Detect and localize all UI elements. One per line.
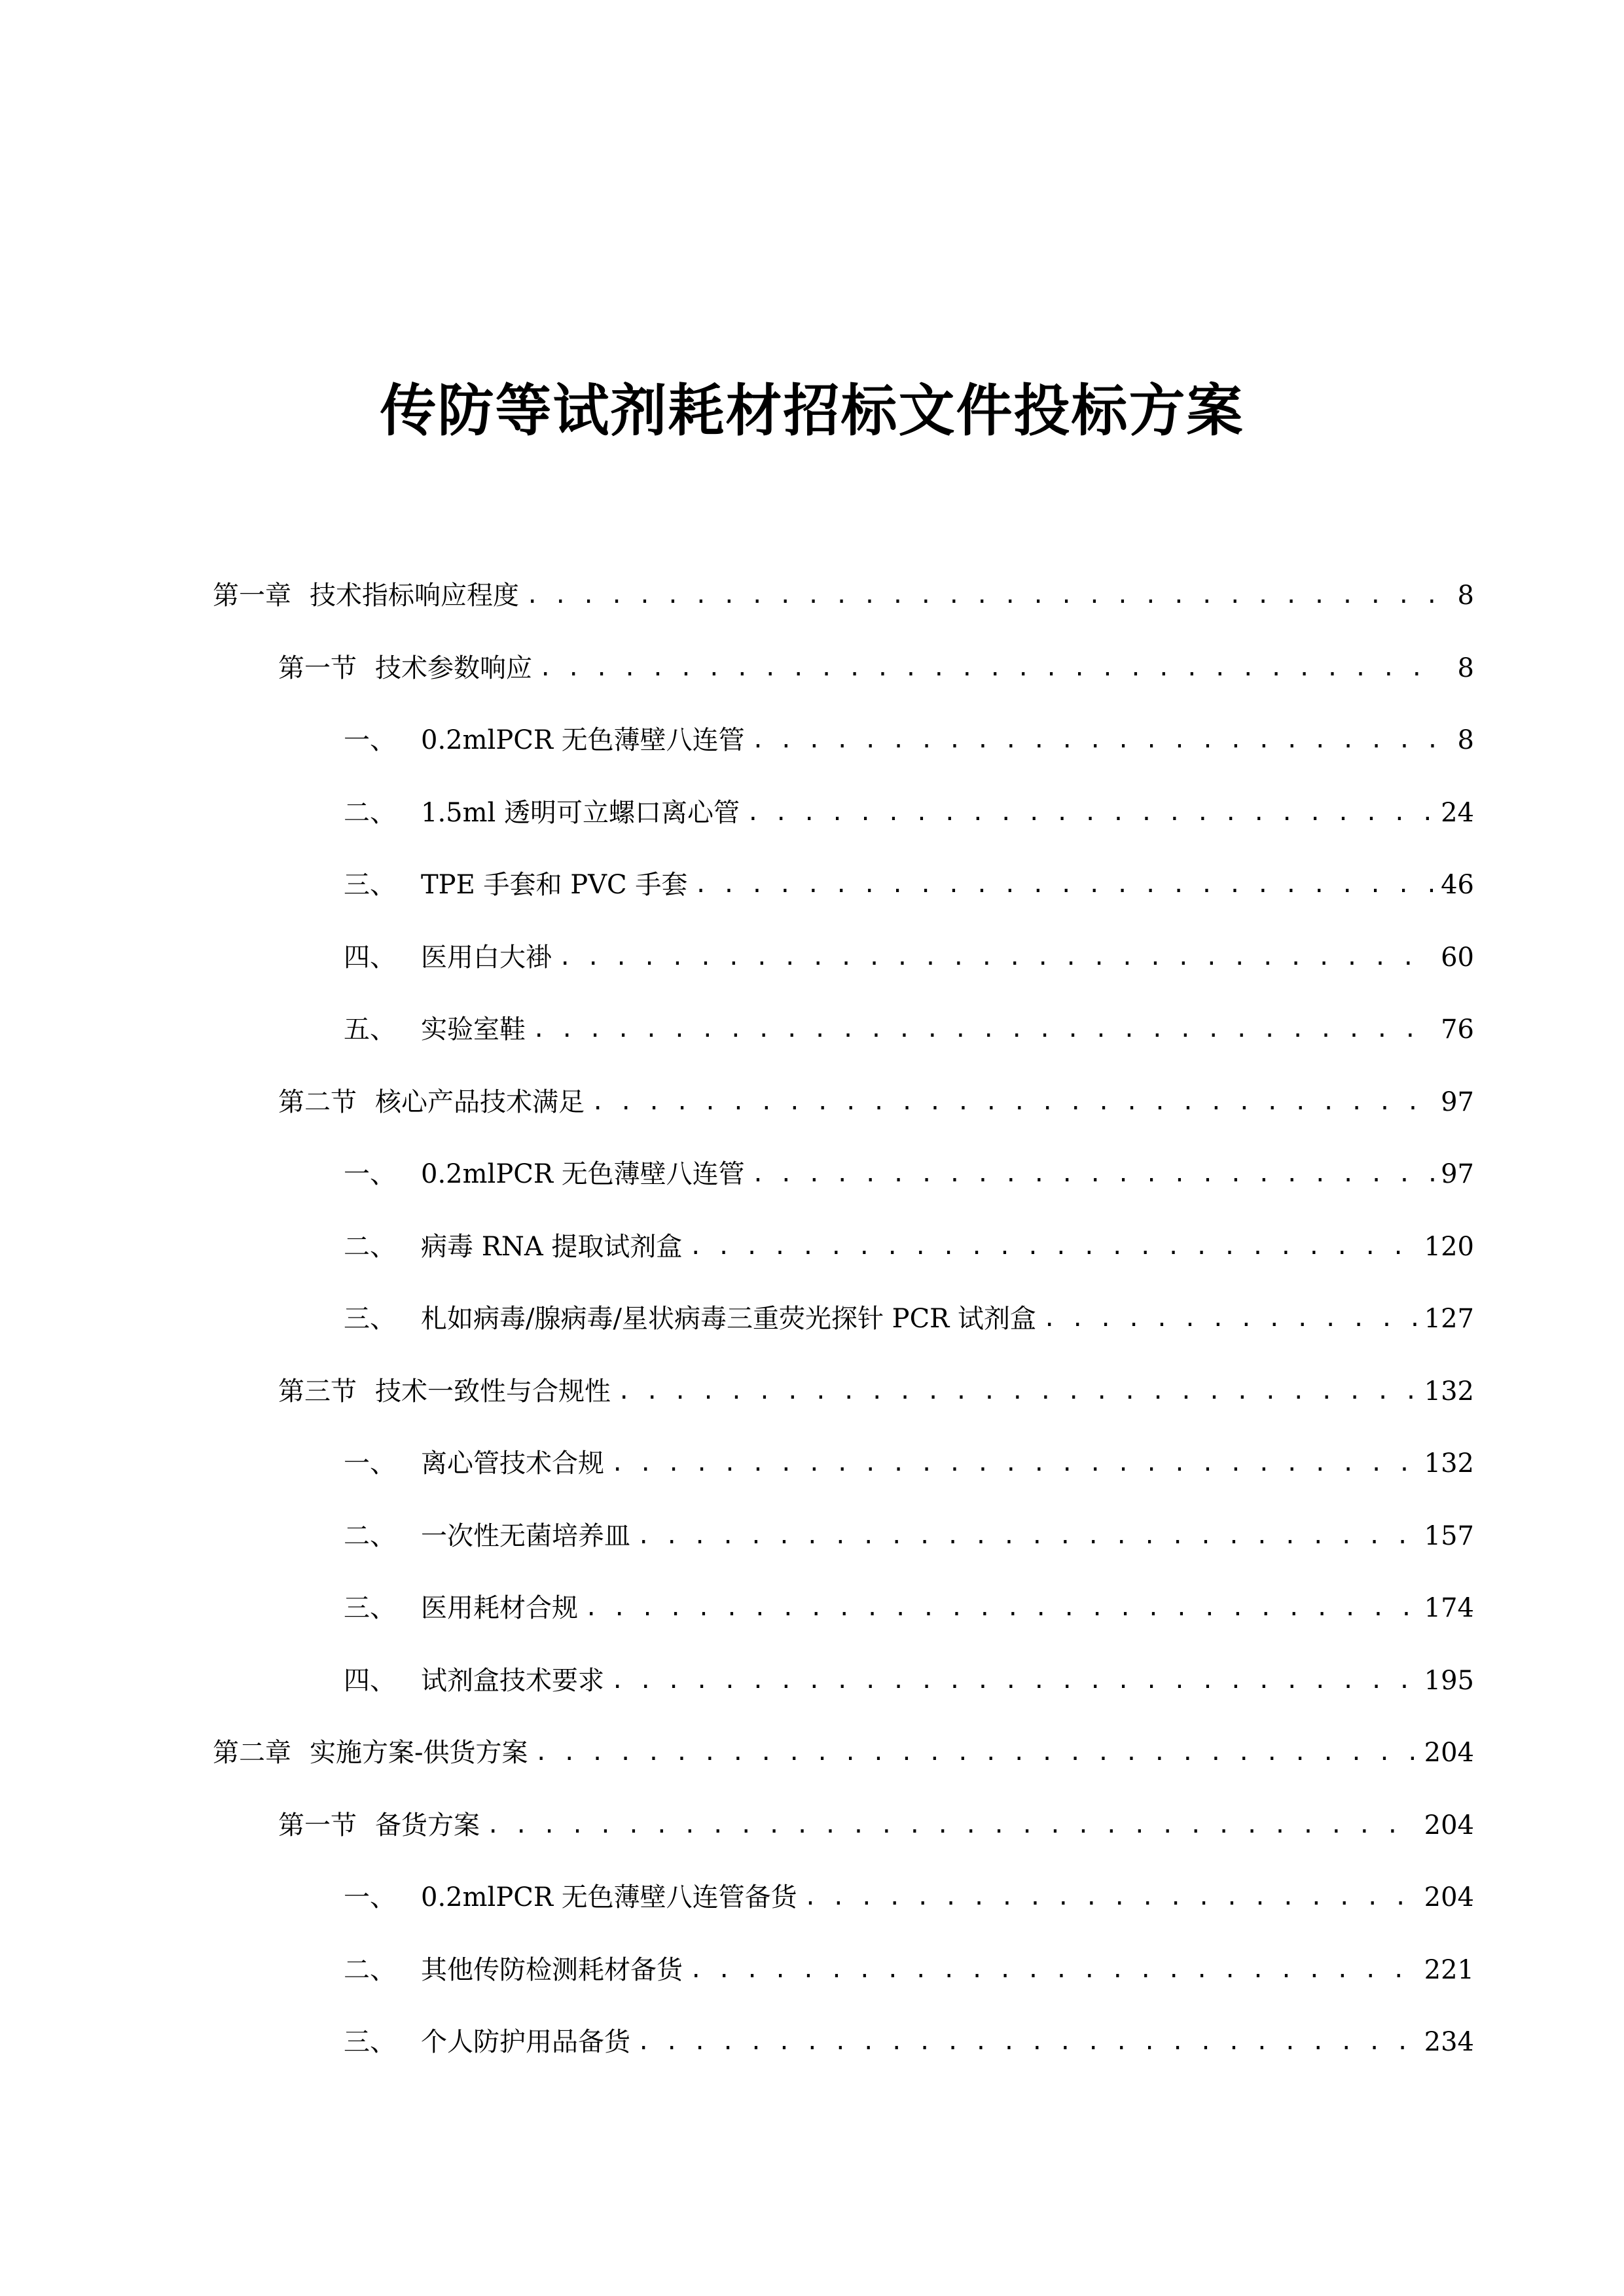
toc-entry[interactable] [278, 1076, 1474, 1128]
toc-entry-number: 三、 [344, 870, 396, 900]
toc-dot-leader [611, 1655, 1418, 1707]
toc-entry-title: 核心产品技术满足 [375, 1086, 585, 1117]
toc-entry-title: 备货方案 [375, 1810, 480, 1840]
toc-dot-leader [637, 2016, 1418, 2068]
toc-entry-title: 其他传防检测耗材备货 [421, 1954, 683, 1985]
toc-entry[interactable] [344, 1871, 1474, 1924]
toc-entry-number: 一、 [344, 1159, 396, 1189]
toc-entry-number: 第一章 [213, 581, 291, 611]
toc-entry[interactable] [344, 1221, 1474, 1273]
toc-entry[interactable] [344, 1293, 1474, 1345]
toc-entry-title: TPE 手套和 PVC 手套 [421, 870, 688, 900]
toc-entry-title: 个人防护用品备货 [421, 2027, 630, 2057]
toc-page-number: 221 [1424, 1954, 1474, 1985]
toc-entry[interactable] [344, 1510, 1474, 1562]
toc-entry[interactable] [213, 1727, 1474, 1779]
toc-entry-title: 0.2mlPCR 无色薄壁八连管 [421, 1159, 745, 1189]
toc-entry[interactable] [344, 859, 1474, 911]
toc-page-number: 120 [1424, 1231, 1474, 1262]
toc-entry[interactable] [344, 1582, 1474, 1634]
toc-page-number: 8 [1457, 653, 1474, 683]
toc-entry[interactable] [278, 642, 1474, 694]
toc-page-number: 174 [1424, 1593, 1474, 1623]
toc-page-number: 195 [1424, 1665, 1474, 1696]
toc-page-number: 132 [1424, 1376, 1474, 1407]
toc-entry-title: 一次性无菌培养皿 [421, 1520, 630, 1551]
toc-entry[interactable] [344, 787, 1474, 839]
toc-dot-leader [611, 1437, 1418, 1490]
toc-entry[interactable] [344, 931, 1474, 984]
toc-entry-number: 二、 [344, 797, 396, 828]
toc-entry-number: 第二节 [278, 1086, 357, 1117]
toc-dot-leader [1043, 1293, 1418, 1345]
toc-page-number: 60 [1441, 942, 1474, 973]
toc-page-number: 127 [1424, 1304, 1474, 1334]
toc-entry-title: 技术指标响应程度 [310, 581, 519, 611]
toc-dot-leader [689, 1944, 1418, 1996]
toc-entry-number: 三、 [344, 1304, 396, 1334]
toc-entry[interactable] [213, 569, 1474, 622]
toc-entry-number: 三、 [344, 1593, 396, 1623]
toc-entry-title: 离心管技术合规 [421, 1448, 604, 1479]
toc-entry[interactable] [344, 1003, 1474, 1056]
toc-dot-leader [694, 859, 1434, 911]
toc-page-number: 97 [1441, 1159, 1474, 1189]
toc-page-number: 204 [1424, 1810, 1474, 1840]
toc-page-number: 8 [1457, 581, 1474, 611]
toc-entry-number: 二、 [344, 1520, 396, 1551]
toc-entry-number: 三、 [344, 2027, 396, 2057]
toc-dot-leader [804, 1871, 1418, 1924]
toc-entry-number: 二、 [344, 1954, 396, 1985]
toc-dot-leader [751, 1148, 1434, 1200]
toc-entry[interactable] [278, 1365, 1474, 1418]
toc-entry-title: 技术参数响应 [375, 653, 532, 683]
toc-entry-number: 五、 [344, 1014, 396, 1045]
toc-page-number: 8 [1457, 725, 1474, 755]
toc-entry[interactable] [344, 1944, 1474, 1996]
toc-entry-number: 四、 [344, 942, 396, 973]
toc-page-number: 24 [1441, 797, 1474, 828]
toc-entry[interactable] [344, 1148, 1474, 1200]
toc-entry-number: 一、 [344, 1448, 396, 1479]
toc-entry-title: 0.2mlPCR 无色薄壁八连管 [421, 725, 745, 755]
toc-page-number: 157 [1424, 1520, 1474, 1551]
toc-dot-leader [689, 1221, 1417, 1273]
toc-entry-number: 第一节 [278, 1810, 357, 1840]
toc-entry-title: 实施方案-供货方案 [310, 1738, 528, 1768]
toc-dot-leader [637, 1510, 1418, 1562]
toc-dot-leader [617, 1365, 1418, 1418]
toc-entry-number: 一、 [344, 725, 396, 755]
toc-entry-title: 札如病毒/腺病毒/星状病毒三重荧光探针 PCR 试剂盒 [421, 1304, 1037, 1334]
toc-dot-leader [585, 1582, 1418, 1634]
toc-dot-leader [558, 931, 1434, 984]
toc-entry-number: 四、 [344, 1665, 396, 1696]
toc-entry-title: 医用白大褂 [421, 942, 552, 973]
toc-entry[interactable] [278, 1799, 1474, 1852]
toc-entry-number: 第一节 [278, 653, 357, 683]
toc-page-number: 204 [1424, 1738, 1474, 1768]
toc-dot-leader [535, 1727, 1418, 1779]
toc-dot-leader [532, 1003, 1434, 1056]
toc-entry[interactable] [344, 2016, 1474, 2068]
toc-dot-leader [751, 714, 1441, 766]
toc-entry-number: 第三节 [278, 1376, 357, 1407]
page-title: 传防等试剂耗材招标文件投标方案 [380, 377, 1244, 444]
toc-entry-title: 1.5ml 透明可立螺口离心管 [421, 797, 740, 828]
toc-dot-leader [526, 569, 1441, 622]
toc-entry-number: 二、 [344, 1231, 396, 1262]
toc-entry-number: 第二章 [213, 1738, 291, 1768]
toc-dot-leader [591, 1076, 1434, 1128]
toc-dot-leader [486, 1799, 1418, 1852]
toc-entry[interactable] [344, 1655, 1474, 1707]
toc-entry-number: 一、 [344, 1882, 396, 1912]
toc-dot-leader [746, 787, 1434, 839]
toc-page-number: 234 [1424, 2027, 1474, 2057]
toc-entry-title: 技术一致性与合规性 [375, 1376, 611, 1407]
toc-entry-title: 医用耗材合规 [421, 1593, 578, 1623]
toc-entry[interactable] [344, 714, 1474, 766]
toc-entry-title: 病毒 RNA 提取试剂盒 [421, 1231, 683, 1262]
toc-dot-leader [539, 642, 1441, 694]
toc-entry-title: 0.2mlPCR 无色薄壁八连管备货 [421, 1882, 797, 1912]
toc-page-number: 132 [1424, 1448, 1474, 1479]
toc-entry-title: 实验室鞋 [421, 1014, 526, 1045]
toc-page-number: 97 [1441, 1086, 1474, 1117]
toc-entry[interactable] [344, 1437, 1474, 1490]
toc-page-number: 76 [1441, 1014, 1474, 1045]
toc-page-number: 46 [1441, 870, 1474, 900]
toc-entry-title: 试剂盒技术要求 [421, 1665, 604, 1696]
toc-page-number: 204 [1424, 1882, 1474, 1912]
